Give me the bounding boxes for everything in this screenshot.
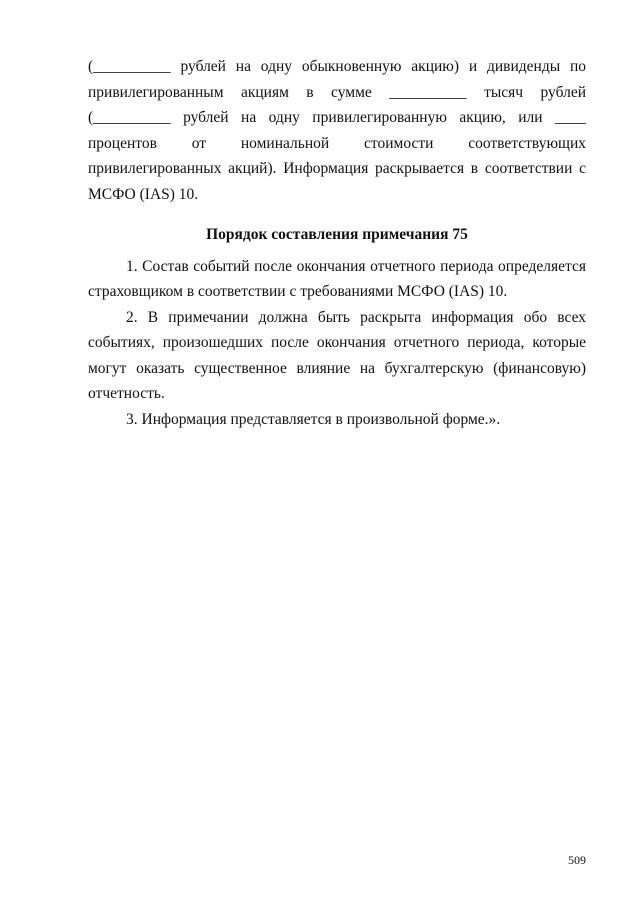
list-item: 1. Состав событий после окончания отчетного периода определяется страховщиком в соответствии с требованиями МСФО (IAS) 10. bbox=[88, 257, 586, 300]
list-item: 3. Информация представляется в произвольной форме.». bbox=[126, 410, 501, 428]
page-number: 509 bbox=[568, 853, 586, 867]
document-body bbox=[88, 54, 586, 432]
list-item: 2. В примечании должна быть раскрыта информация обо всех событиях, произошедших после окончания отчетного периода, которые могут оказать существенное влияние на бухгалтерскую (финансовую) отчетность. bbox=[88, 308, 586, 402]
continuation-paragraph: (__________ рублей на одну обыкновенную акцию) и дивиденды по привилегированным акциям в сумме __________ тысяч рублей (__________ рублей на одну привилегированную акцию, или ____ процентов от номинальной стоимости соответствующих привилегированных акций). Информация раскрывается в соответствии с МСФО (IAS) 10. bbox=[88, 58, 586, 203]
section-heading: Порядок составления примечания 75 bbox=[206, 226, 468, 243]
